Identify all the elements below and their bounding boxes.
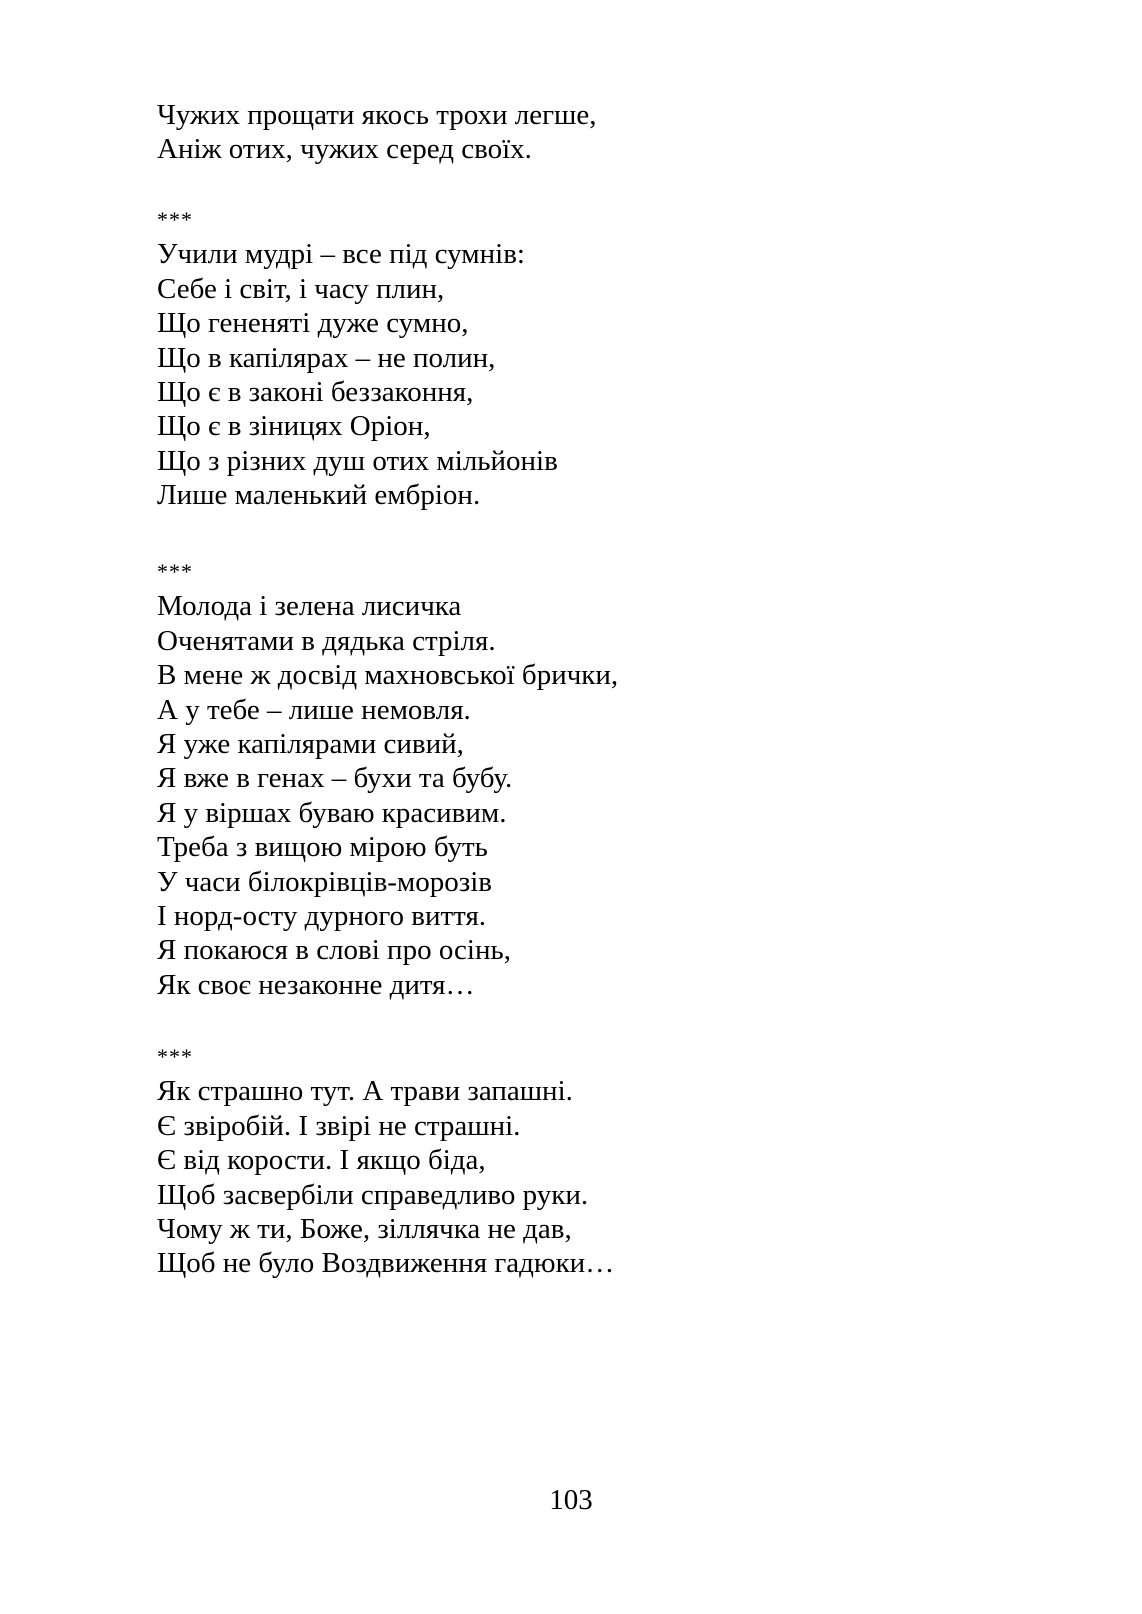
poem-line: У часи білокрівців-морозів <box>157 865 492 898</box>
poem-line: Як страшно тут. А трави запашні. <box>157 1075 573 1108</box>
poem-line: Учили мудрі – все під сумнів: <box>157 238 525 271</box>
poem <box>157 1040 614 1281</box>
poem-line: Є від корости. І якщо біда, <box>157 1144 486 1177</box>
poem-line: Що є в законі беззаконня, <box>157 376 474 409</box>
poem-separator: *** <box>157 207 193 232</box>
page-number: 103 <box>549 1484 593 1516</box>
poem-line: Що в капілярах – не полин, <box>157 341 496 374</box>
poem-line: Аніж отих, чужих серед своїх. <box>157 133 532 166</box>
poem-line: Щоб засвербіли справедливо руки. <box>157 1178 589 1211</box>
poem-line: В мене ж досвід махновської брички, <box>157 659 619 692</box>
poem <box>157 203 558 513</box>
poem <box>157 555 618 1002</box>
poem-line: І норд-осту дурного виття. <box>157 900 487 933</box>
poem-line: Щоб не було Воздвиження гадюки… <box>157 1247 615 1280</box>
poem-line: Що з різних душ отих мільйонів <box>157 444 558 477</box>
poem-line: Я у віршах буваю красивим. <box>157 796 507 829</box>
poem-separator: *** <box>157 1044 193 1069</box>
poem-line: Що гененяті дуже сумно, <box>157 307 469 340</box>
poem-line: Що є в зіницях Оріон, <box>157 410 431 443</box>
poem-line: Лише маленький ембріон. <box>157 479 481 512</box>
poem-line: Як своє незаконне дитя… <box>157 968 475 1001</box>
poem-line: Оченятами в дядька стріля. <box>157 624 496 657</box>
poem-line: Чому ж ти, Боже, зіллячка не дав, <box>157 1213 572 1246</box>
poem-line: А у тебе – лише немовля. <box>157 693 471 726</box>
poem-line: Треба з вищою мірою буть <box>157 831 488 864</box>
poem-line: Чужих прощати якось трохи легше, <box>157 99 597 131</box>
poem-line: Себе і світ, і часу плин, <box>157 272 445 305</box>
poem-line: Я покаюся в слові про осінь, <box>157 934 511 967</box>
poem-line: Є звіробій. І звірі не страшні. <box>157 1109 521 1142</box>
poem-line: Я уже капілярами сивий, <box>157 728 464 761</box>
poem-separator: *** <box>157 559 193 584</box>
poem-line: Я вже в генах – бухи та бубу. <box>157 762 513 795</box>
poem-line: Молода і зелена лисичка <box>157 590 462 623</box>
poem-fragment <box>157 98 596 167</box>
